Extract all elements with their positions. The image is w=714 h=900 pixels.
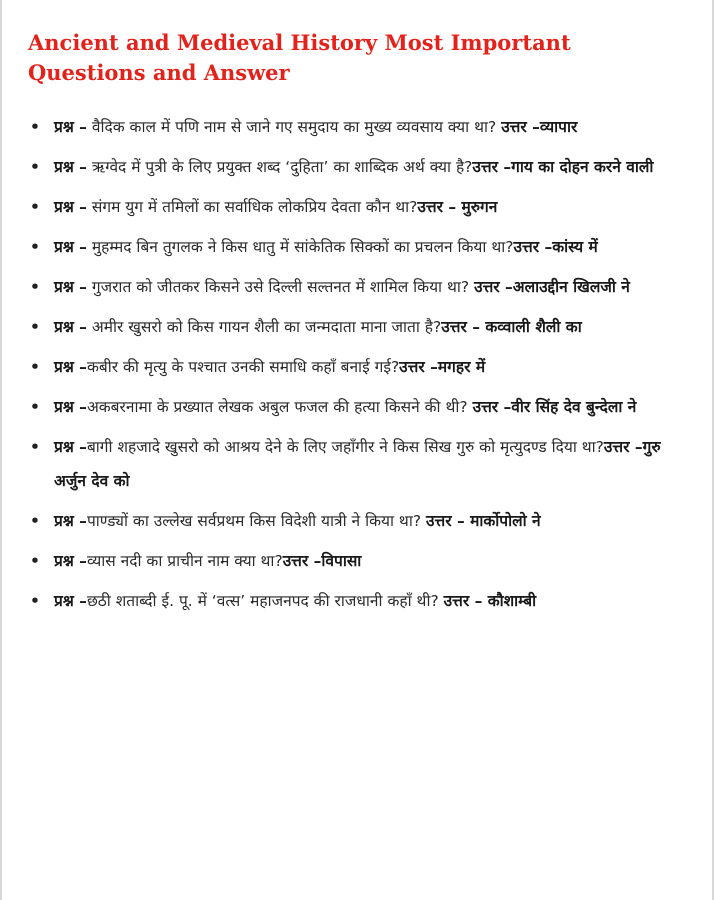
- answer-text: उत्तर –गाय का दोहन करने वाली: [472, 158, 654, 176]
- question-label: प्रश्न –: [54, 358, 87, 376]
- question-text: गुजरात को जीतकर किसने उसे दिल्ली सल्तनत में शामिल किया था?: [86, 278, 475, 296]
- bullet-icon: •: [30, 198, 40, 216]
- answer-text: उत्तर –अलाउद्दीन खिलजी ने: [474, 278, 630, 296]
- page-title: Ancient and Medieval History Most Important Questions and Answer: [28, 30, 571, 85]
- answer-text: उत्तर –कांस्य में: [513, 238, 598, 256]
- list-item: [28, 110, 688, 144]
- bullet-icon: •: [30, 318, 40, 336]
- question-label: प्रश्न –: [54, 398, 87, 416]
- question-text: कबीर की मृत्यु के पश्चात उनकी समाधि कहाँ बनाई गई?: [86, 358, 400, 376]
- question-label: प्रश्न –: [54, 278, 87, 296]
- list-item: [28, 390, 688, 424]
- answer-text: उत्तर – मार्कोपोलो ने: [426, 512, 541, 530]
- bullet-icon: •: [30, 592, 40, 610]
- question-text: अकबरनामा के प्रख्यात लेखक अबुल फजल की हत्या किसने की थी?: [86, 398, 473, 416]
- bullet-icon: •: [30, 118, 40, 136]
- answer-text: उत्तर – मुरुगन: [417, 198, 498, 216]
- list-item: [28, 270, 688, 304]
- question-label: प्रश्न –: [54, 238, 87, 256]
- list-item: [28, 430, 688, 498]
- question-label: प्रश्न –: [54, 512, 87, 530]
- question-text: अमीर खुसरो को किस गायन शैली का जन्मदाता माना जाता है?: [86, 318, 442, 336]
- question-label: प्रश्न –: [54, 318, 87, 336]
- bullet-icon: •: [30, 552, 40, 570]
- question-text: बागी शहजादे खुसरो को आश्रय देने के लिए जहाँगीर ने किस सिख गुरु को मृत्युदण्ड दिया था?: [86, 438, 604, 456]
- question-text: छठी शताब्दी ई. पू. में ‘वत्स’ महाजनपद की राजधानी कहाँ थी?: [86, 592, 444, 610]
- question-text: ऋग्वेद में पुत्री के लिए प्रयुक्त शब्द ‘दुहिता’ का शाब्दिक अर्थ क्या है?: [86, 158, 473, 176]
- qa-list: [28, 110, 688, 618]
- answer-text: उत्तर – कौशाम्बी: [443, 592, 537, 610]
- question-label: प्रश्न –: [54, 552, 87, 570]
- bullet-icon: •: [30, 278, 40, 296]
- answer-text: उत्तर –मगहर में: [399, 358, 486, 376]
- answer-text: उत्तर –गुरु अर्जुन देव को: [54, 438, 661, 490]
- question-label: प्रश्न –: [54, 592, 87, 610]
- bullet-icon: •: [30, 158, 40, 176]
- list-item: [28, 584, 688, 618]
- question-text: व्यास नदी का प्राचीन नाम क्या था?: [86, 552, 283, 570]
- answer-text: उत्तर –वीर सिंह देव बुन्देला ने: [472, 398, 637, 416]
- list-item: [28, 230, 688, 264]
- bullet-icon: •: [30, 398, 40, 416]
- question-label: प्रश्न –: [54, 198, 87, 216]
- bullet-icon: •: [30, 512, 40, 530]
- bullet-icon: •: [30, 438, 40, 456]
- question-text: वैदिक काल में पणि नाम से जाने गए समुदाय का मुख्य व्यवसाय क्या था?: [86, 118, 502, 136]
- question-label: प्रश्न –: [54, 158, 87, 176]
- answer-text: उत्तर –विपासा: [282, 552, 362, 570]
- list-item: [28, 190, 688, 224]
- question-label: प्रश्न –: [54, 118, 87, 136]
- question-label: प्रश्न –: [54, 438, 87, 456]
- list-item: [28, 150, 688, 184]
- question-text: पाण्ड्यों का उल्लेख सर्वप्रथम किस विदेशी यात्री ने किया था?: [86, 512, 426, 530]
- list-item: [28, 350, 688, 384]
- question-text: संगम युग में तमिलों का सर्वाधिक लोकप्रिय देवता कौन था?: [86, 198, 418, 216]
- list-item: [28, 310, 688, 344]
- answer-text: उत्तर – कव्वाली शैली का: [441, 318, 582, 336]
- answer-text: उत्तर –व्यापार: [501, 118, 578, 136]
- bullet-icon: •: [30, 358, 40, 376]
- list-item: [28, 544, 688, 578]
- bullet-icon: •: [30, 238, 40, 256]
- list-item: [28, 504, 688, 538]
- question-text: मुहम्मद बिन तुगलक ने किस धातु में सांकेतिक सिक्कों का प्रचलन किया था?: [86, 238, 514, 256]
